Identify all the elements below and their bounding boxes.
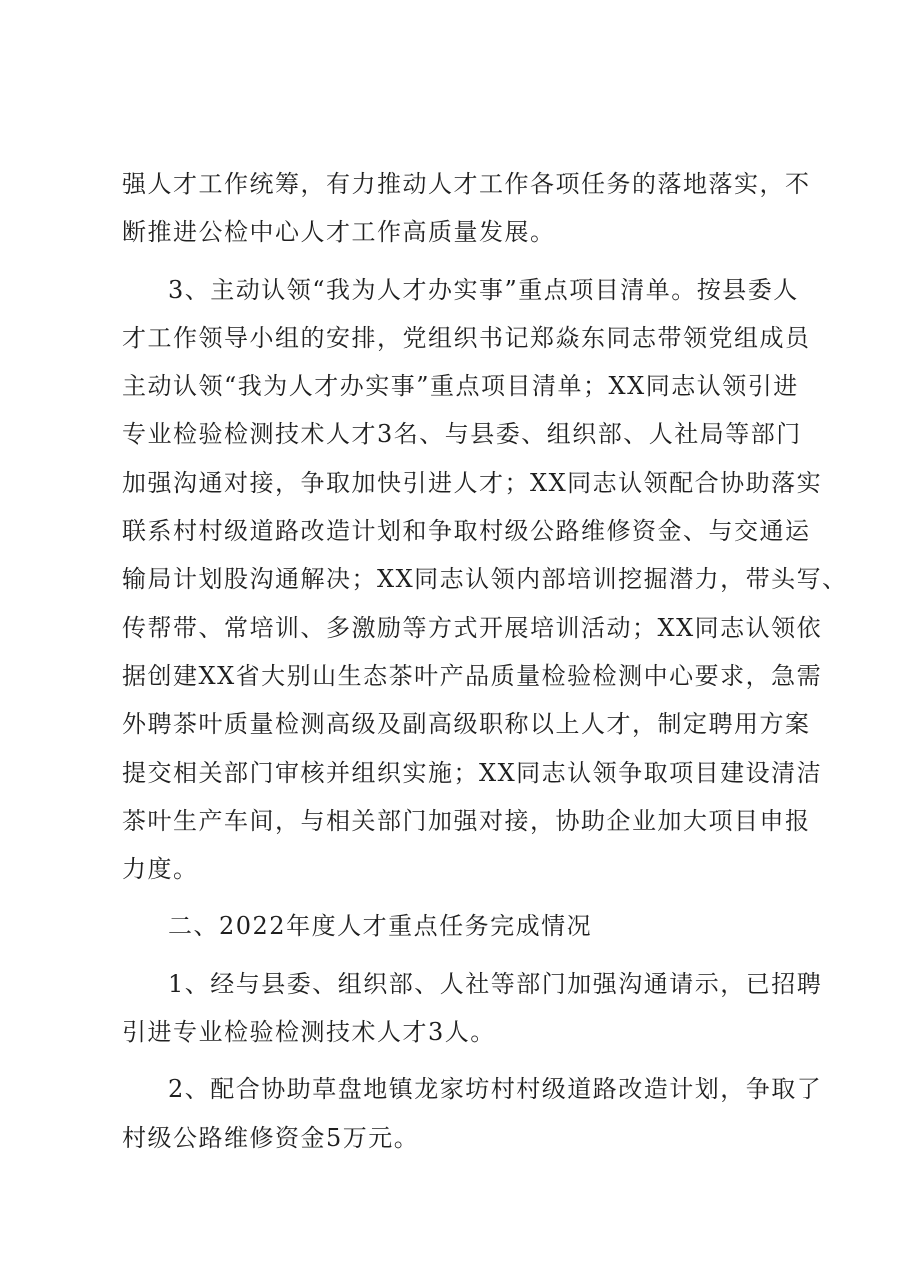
text-line: 强人才工作统筹，有力推动人才工作各项任务的落地落实，不 bbox=[122, 170, 811, 198]
text-line: 引进专业检验检测技术人才3人。 bbox=[122, 1018, 496, 1047]
text-line: 断推进公检中心人才工作高质量发展。 bbox=[122, 218, 556, 247]
text-line: 3、主动认领“我为人才办实事”重点项目清单。按县委人 bbox=[168, 275, 799, 304]
text-line: 外聘茶叶质量检测高级及副高级职称以上人才，制定聘用方案 bbox=[122, 710, 811, 739]
text-line: 据创建XX省大别山生态茶叶产品质量检验检测中心要求，急需 bbox=[122, 661, 823, 690]
text-line: 才工作领导小组的安排，党组织书记郑焱东同志带领党组成员 bbox=[122, 323, 811, 352]
text-line: 提交相关部门审核并组织实施；XX同志认领争取项目建设清洁 bbox=[122, 758, 823, 787]
text-line: 2、配合协助草盘地镇龙家坊村村级道路改造计划，争取了 bbox=[168, 1075, 823, 1104]
text-line: 专业检验检测技术人才3名、与县委、组织部、人社局等部门 bbox=[122, 420, 802, 449]
text-line: 1、经与县委、组织部、人社等部门加强沟通请示，已招聘 bbox=[168, 969, 823, 998]
text-line: 主动认领“我为人才办实事”重点项目清单；XX同志认领引进 bbox=[122, 372, 799, 401]
text-line: 联系村村级道路改造计划和争取村级公路维修资金、与交通运 bbox=[122, 517, 811, 546]
text-line: 传帮带、常培训、多激励等方式开展培训活动；XX同志认领依 bbox=[122, 613, 823, 642]
document-body bbox=[122, 160, 848, 1162]
text-line: 加强沟通对接，争取加快引进人才；XX同志认领配合协助落实 bbox=[122, 468, 823, 497]
text-line: 二、2022年度人才重点任务完成情况 bbox=[168, 912, 593, 941]
text-line: 茶叶生产车间，与相关部门加强对接，协助企业加大项目申报 bbox=[122, 806, 811, 835]
text-line: 输局计划股沟通解决；XX同志认领内部培训挖掘潜力，带头写、 bbox=[122, 565, 848, 594]
text-line: 力度。 bbox=[122, 855, 199, 884]
text-line: 村级公路维修资金5万元。 bbox=[122, 1123, 420, 1152]
